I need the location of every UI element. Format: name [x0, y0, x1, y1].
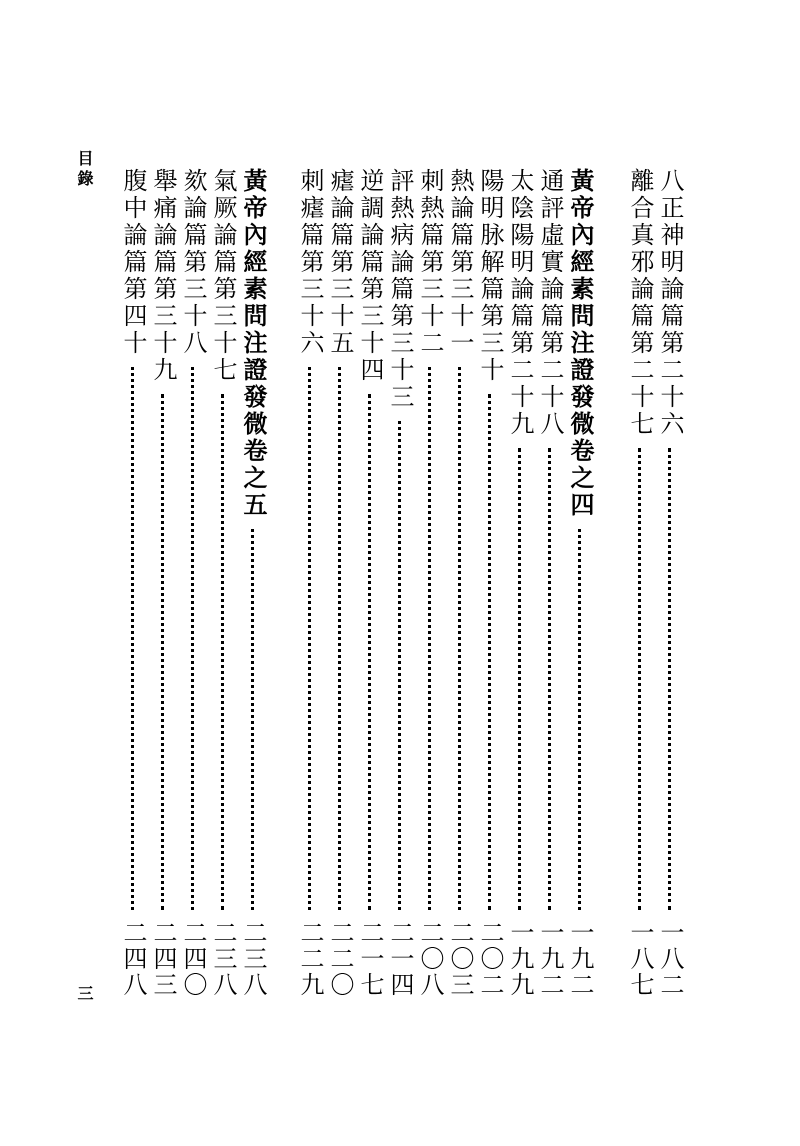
entry-page-number: 二一七: [356, 920, 384, 998]
dot-leader: [338, 367, 341, 910]
entry-page-number: 二〇二: [476, 920, 504, 998]
dot-leader: [578, 529, 581, 910]
entry-title: 逆調論篇第三十四: [356, 168, 384, 384]
dot-leader: [518, 448, 521, 910]
dot-leader: [488, 394, 491, 910]
toc-entry: [655, 168, 685, 998]
dot-leader: [221, 394, 224, 910]
entry-title: 瘧論篇第三十五: [326, 168, 354, 357]
entry-title: 欬論篇第三十八: [179, 168, 207, 357]
entry-page-number: 二一四: [386, 920, 414, 998]
entry-page-number: 二四〇: [179, 920, 207, 998]
entry-title: 黃帝內經素問注證發微卷之四: [566, 168, 595, 519]
entry-page-number: 一九九: [506, 920, 534, 998]
entry-title: 熱論篇第三十一: [446, 168, 474, 357]
entry-title: 刺熱篇第三十二: [416, 168, 444, 357]
entry-title: 評熱病論篇第三十三: [386, 168, 414, 411]
toc-entry: [325, 168, 355, 998]
toc-entry: [208, 168, 238, 998]
entry-title: 八正神明論篇第二十六: [656, 168, 684, 438]
toc-entry: [475, 168, 505, 998]
entry-page-number: 一九二: [536, 920, 564, 998]
toc-entry: [625, 168, 655, 998]
entry-title: 通評虛實論篇第二十八: [536, 168, 564, 438]
entry-page-number: 二二〇: [326, 920, 354, 998]
toc-entry: [148, 168, 178, 998]
entry-title: 腹中論篇第四十: [119, 168, 147, 357]
toc-entry: [355, 168, 385, 998]
volume-heading: [565, 168, 595, 998]
dot-leader: [458, 367, 461, 910]
dot-leader: [668, 448, 671, 910]
margin-section-label: 目錄: [75, 150, 94, 190]
entry-page-number: 二三八: [239, 920, 267, 998]
entry-title: 陽明脉解篇第三十: [476, 168, 504, 384]
entry-page-number: 二四三: [149, 920, 177, 998]
volume-heading: [238, 168, 268, 998]
toc-entry: [535, 168, 565, 998]
dot-leader: [251, 529, 254, 910]
toc-entry: [445, 168, 475, 998]
entry-title: 刺瘧篇第三十六: [296, 168, 324, 357]
toc-entry: [415, 168, 445, 998]
entry-page-number: 二三八: [209, 920, 237, 998]
entry-page-number: 二二九: [296, 920, 324, 998]
entry-page-number: 二四八: [119, 920, 147, 998]
toc-entry: [118, 168, 148, 998]
dot-leader: [548, 448, 551, 910]
dot-leader: [638, 448, 641, 910]
entry-page-number: 一八七: [626, 920, 654, 998]
margin-page-number: 三: [75, 985, 94, 1005]
dot-leader: [398, 421, 401, 910]
dot-leader: [368, 394, 371, 910]
entry-title: 黃帝內經素問注證發微卷之五: [239, 168, 268, 519]
toc-entry: [385, 168, 415, 998]
toc-entry: [178, 168, 208, 998]
entry-title: 舉痛論篇第三十九: [149, 168, 177, 384]
toc-entry: [505, 168, 535, 998]
dot-leader: [191, 367, 194, 910]
entry-page-number: 一八二: [656, 920, 684, 998]
entry-title: 太陰陽明論篇第二十九: [506, 168, 534, 438]
dot-leader: [428, 367, 431, 910]
dot-leader: [161, 394, 164, 910]
entry-page-number: 二〇三: [446, 920, 474, 998]
dot-leader: [308, 367, 311, 910]
dot-leader: [131, 367, 134, 910]
entry-page-number: 一九二: [566, 920, 594, 998]
entry-title: 離合真邪論篇第二十七: [626, 168, 654, 438]
toc-entry: [295, 168, 325, 998]
entry-title: 氣厥論篇第三十七: [209, 168, 237, 384]
entry-page-number: 二〇八: [416, 920, 444, 998]
